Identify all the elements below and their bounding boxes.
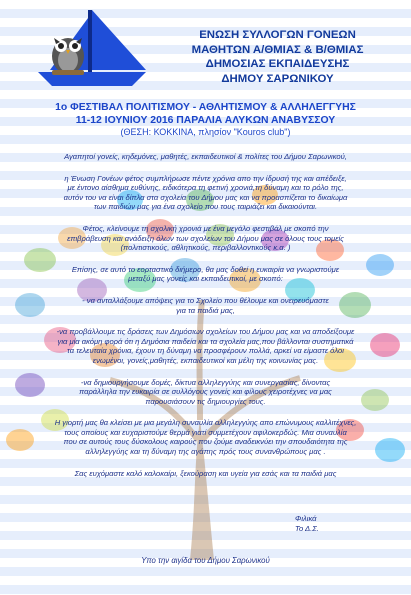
closing-line: Φιλικά xyxy=(295,514,317,523)
text-line: που σε αυτούς τους δύσκολους καιρούς που ζούμε αναδεικνύει την σπουδαιότητα της xyxy=(63,437,348,447)
text-line: αλληλεγγύης και τη δύναμη της αγάπης πρός τους συνανθρώπους μας . xyxy=(85,447,326,457)
text-line: ενωμένοι, γονείς,μαθητές, εκπαιδευτικοί και μέλη της κοινωνίας μας. xyxy=(92,355,319,365)
text-line: για μία ακόμη φορά ότι η Δημόσια παιδεία και τα σχολεία μας,που βάλλονται συστηματικά xyxy=(57,336,354,346)
paragraph-purpose xyxy=(0,265,411,284)
letter-body xyxy=(0,152,411,478)
closing-signatory: Το Δ.Σ. xyxy=(295,524,319,533)
paragraph-solidarity-networks xyxy=(0,378,411,407)
paragraph-festival xyxy=(0,224,411,253)
organization-name xyxy=(150,28,405,86)
text-line: με έντονο αίσθημα ευθύνης, ειδικότερα τη φετινή χρονιά,τη δύναμη και το ρόλο της, xyxy=(67,183,344,193)
text-line: τους οποίους και ευχαριστούμε θερμά γιατί συμμετέχουν αφιλοκερδώς. Μια συναυλία xyxy=(64,427,347,437)
text-line: -να προβάλλουμε τις δράσεις των Δημόσιων σχολείων του Δήμου μας και να αποδείξουμε xyxy=(56,327,355,337)
text-line: παρουσιάσουν τις δημιουργίες τους. xyxy=(145,396,266,406)
event-location-note: (ΘΕΣΗ: ΚΟΚΚΙΝΑ, πλησίον "Kouros club") xyxy=(120,127,291,137)
text-line: - να ανταλλάξουμε απόψεις για το Σχολείο που θέλουμε και ονειρευόμαστε xyxy=(82,295,329,305)
text-line: για τα παιδιά μας, xyxy=(176,305,235,315)
org-line: ΜΑΘΗΤΩΝ Α/ΘΜΙΑΣ & Β/ΘΜΙΑΣ xyxy=(191,43,364,56)
paragraph-public-schools xyxy=(0,327,411,365)
paragraph-anniversary xyxy=(0,174,411,212)
event-title: 1ο ΦΕΣΤΙΒΑΛ ΠΟΛΙΤΙΣΜΟΥ - ΑΘΛΗΤΙΣΜΟΥ & ΑΛΛΗΛΕΓΓΥΗΣ xyxy=(55,102,356,113)
text-line: παράλληλα την ευκαιρία σε συλλόγους γονείς και φίλους χειροτέχνες να μας xyxy=(79,387,332,397)
text-line: Η γιορτή μας θα κλείσει με μια μεγάλη συναυλία αλληλεγγύης απο επώνυμους καλλιτέχνες, xyxy=(54,418,357,428)
footer-patronage: Υπο την αιγίδα του Δήμου Σαρωνικού xyxy=(141,556,270,565)
sailboat-owl-logo-icon xyxy=(28,6,156,92)
paragraph-concert xyxy=(0,418,411,456)
text-line: (πολιτιστικούς, αθλητικούς, περιβαλλοντικούς κ.α. ) xyxy=(120,243,291,253)
text-line: των παιδιών μας για ένα σχολείο που τους ταιριάζει και δικαιούνται. xyxy=(93,202,318,212)
text-line: -να δημιουργήσουμε δομές, δίκτυα αλληλεγγύης και συνεργασίας, δίνοντας xyxy=(80,377,331,387)
text-line: επιβράβευση και ανάδειξη όλων των σχολείων του Δήμου μας σε όλους τους τομείς xyxy=(67,233,344,243)
org-line: ΔΗΜΟΣΙΑΣ ΕΚΠΑΙΔΕΥΣΗΣ xyxy=(205,58,350,70)
org-line: ΔΗΜΟΥ ΣΑΡΩΝΙΚΟΥ xyxy=(221,72,334,85)
event-title-block xyxy=(0,101,411,138)
letter-greeting: Αγαπητοί γονείς, κηδεμόνες, μαθητές, εκπαιδευτικοί & πολίτες του Δήμου Σαρωνικού, xyxy=(64,152,347,161)
text-line: Φέτος, κλείνουμε τη σχολική χρονιά με ένα μεγάλο φεστιβάλ με σκοπό την xyxy=(82,223,329,233)
letter-signature xyxy=(295,514,319,534)
org-line: ΕΝΩΣΗ ΣΥΛΛΟΓΩΝ ΓΟΝΕΩΝ xyxy=(199,29,356,41)
text-line: αυτόν του να είναι δίπλα στα σχολεία του Δήμου μας και να προασπίζεται το δικαίωμα xyxy=(63,192,348,202)
event-date-place: 11-12 ΙΟΥΝΙΟΥ 2016 ΠΑΡΑΛΙΑ ΑΛΥΚΩΝ ΑΝΑΒΥΣΣΟΥ xyxy=(75,115,336,126)
paragraph-wishes xyxy=(0,469,411,479)
text-line: η Ένωση Γονέων φέτος συμπλήρωσε πέντε χρόνια απο την ίδρυσή της και απέδειξε, xyxy=(64,173,347,183)
text-line: μεταξύ μας γονείς και εκπαιδευτικοί, με σκοπό: xyxy=(128,274,283,284)
paragraph-exchange-views xyxy=(0,296,411,315)
text-line: Σας ευχόμαστε καλό καλοκαίρι, ξεκούραση και υγεία για εσάς και τα παιδιά μας xyxy=(74,468,337,478)
text-line: Επίσης, σε αυτό το εορταστικό διήμερο, θα μας δοθεί η ευκαιρία να γνωριστούμε xyxy=(71,264,340,274)
text-line: τα τελευταία χρόνια, έχουν τη δύναμη να προσφέρουν πολλά, αρκεί να είμαστε όλοι xyxy=(67,346,344,356)
